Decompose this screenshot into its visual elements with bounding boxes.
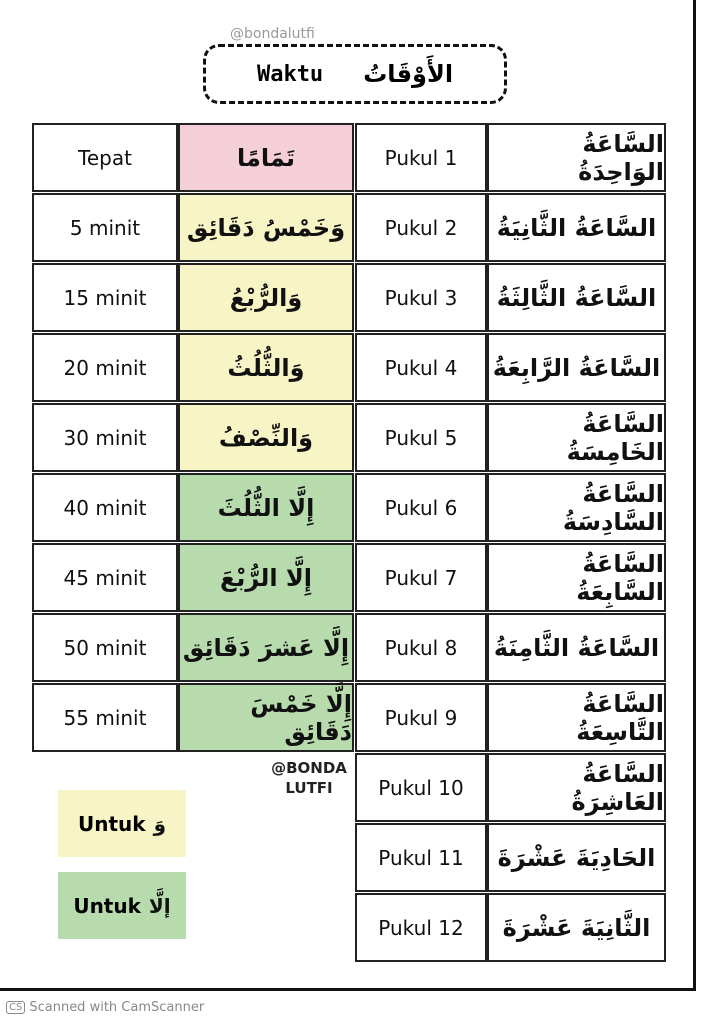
hour-label-cell xyxy=(355,473,487,542)
minute-label-cell-text: 20 minit xyxy=(63,355,147,380)
hour-label-cell xyxy=(355,123,487,192)
minute-arabic-cell-text: إِلَّا عَشرَ دَقَائِق xyxy=(182,633,350,662)
legend-label: Untuk xyxy=(77,811,146,836)
hour-arabic-cell-text: السَّاعَةُ الثَّالِثَةُ xyxy=(496,283,657,312)
hour-arabic-cell-text: الثَّانِيَةَ عَشْرَةَ xyxy=(502,913,651,942)
hour-label-cell-text: Pukul 5 xyxy=(384,425,458,450)
hour-arabic-cell xyxy=(487,753,666,822)
hour-arabic-cell xyxy=(487,893,666,962)
bonda-lutfi-logo xyxy=(270,758,348,806)
hour-arabic-cell xyxy=(487,193,666,262)
hour-arabic-cell xyxy=(487,473,666,542)
hour-arabic-cell xyxy=(487,123,666,192)
minute-arabic-cell xyxy=(178,683,354,752)
hour-arabic-cell-text: السَّاعَةُ التَّاسِعَةُ xyxy=(576,689,664,746)
hour-label-cell-text: Pukul 1 xyxy=(384,145,458,170)
hour-arabic-cell-text: السَّاعَةُ السَّادِسَةُ xyxy=(562,479,664,536)
minute-label-cell xyxy=(32,473,178,542)
hour-label-cell xyxy=(355,613,487,682)
minute-label-cell xyxy=(32,123,178,192)
minute-arabic-cell-text: وَالثُّلُثُ xyxy=(227,353,305,382)
hour-label-cell xyxy=(355,753,487,822)
minute-label-cell xyxy=(32,333,178,402)
hour-label-cell xyxy=(355,403,487,472)
minute-label-cell xyxy=(32,263,178,332)
legend-illa xyxy=(58,872,186,939)
minute-label-cell-text: 15 minit xyxy=(63,285,147,310)
minute-arabic-cell-text: وَخَمْسُ دَقَائِق xyxy=(186,213,346,242)
minute-label-cell xyxy=(32,193,178,262)
hour-arabic-cell xyxy=(487,543,666,612)
hour-arabic-cell xyxy=(487,263,666,332)
camscanner-footer xyxy=(6,1000,204,1015)
minute-arabic-cell xyxy=(178,193,354,262)
hour-label-cell-text: Pukul 12 xyxy=(378,915,464,940)
legend-arabic: إلَّا xyxy=(148,893,171,918)
minute-arabic-cell-text: وَالنِّصْفُ xyxy=(218,423,314,452)
hour-arabic-cell xyxy=(487,613,666,682)
hour-arabic-cell-text: السَّاعَةُ الخَامِسَةُ xyxy=(566,409,664,466)
footer-text: Scanned with CamScanner xyxy=(29,1000,205,1015)
hour-arabic-cell xyxy=(487,403,666,472)
hour-arabic-cell-text: السَّاعَةُ الوَاحِدَةُ xyxy=(578,129,664,186)
hour-arabic-cell xyxy=(487,683,666,752)
hour-label-cell xyxy=(355,543,487,612)
minute-arabic-cell-text: إِلَّا الرُّبْعَ xyxy=(219,563,313,592)
minute-label-cell-text: 5 minit xyxy=(69,215,141,240)
minute-arabic-cell-text: إِلَّا خَمْسَ دَقَائِق xyxy=(250,689,352,746)
minute-arabic-cell-text: تَمَامًا xyxy=(237,143,295,172)
hour-arabic-cell xyxy=(487,823,666,892)
hour-arabic-cell-text: الحَادِيَةَ عَشْرَةَ xyxy=(497,843,656,872)
minute-label-cell xyxy=(32,683,178,752)
hour-label-cell-text: Pukul 2 xyxy=(384,215,458,240)
hour-label-cell-text: Pukul 4 xyxy=(384,355,458,380)
hour-arabic-cell-text: السَّاعَةُ الرَّابِعَةُ xyxy=(492,353,661,382)
minute-label-cell-text: 45 minit xyxy=(63,565,147,590)
title-arabic: الأَوْقَاتُ xyxy=(363,60,454,88)
minute-arabic-cell xyxy=(178,613,354,682)
hour-label-cell xyxy=(355,263,487,332)
minute-label-cell xyxy=(32,613,178,682)
hour-label-cell xyxy=(355,893,487,962)
legend-label: Untuk xyxy=(73,893,141,918)
hour-label-cell xyxy=(355,823,487,892)
minute-arabic-cell xyxy=(178,333,354,402)
hour-arabic-cell-text: السَّاعَةُ العَاشِرَةُ xyxy=(571,759,664,816)
hour-label-cell-text: Pukul 11 xyxy=(378,845,464,870)
minute-label-cell-text: Tepat xyxy=(78,145,132,170)
hour-label-cell-text: Pukul 9 xyxy=(384,705,458,730)
hour-label-cell xyxy=(355,193,487,262)
minute-label-cell xyxy=(32,543,178,612)
minute-label-cell-text: 40 minit xyxy=(63,495,147,520)
logo-line1: @BONDA xyxy=(271,759,347,777)
hour-label-cell xyxy=(355,683,487,752)
legend-arabic: وَ xyxy=(153,811,166,836)
minute-arabic-cell-text: إِلَّا الثُّلُثَ xyxy=(217,493,315,522)
minute-label-cell-text: 50 minit xyxy=(63,635,147,660)
title-latin: Waktu xyxy=(256,61,324,87)
hour-arabic-cell xyxy=(487,333,666,402)
legend-wa xyxy=(58,790,186,857)
minute-arabic-cell xyxy=(178,403,354,472)
minute-arabic-cell xyxy=(178,123,354,192)
minute-label-cell xyxy=(32,403,178,472)
hour-label-cell xyxy=(355,333,487,402)
title-box xyxy=(203,44,507,104)
author-handle: @bondalutfi xyxy=(230,26,315,42)
minute-label-cell-text: 30 minit xyxy=(63,425,147,450)
hour-label-cell-text: Pukul 3 xyxy=(384,285,458,310)
hour-label-cell-text: Pukul 10 xyxy=(378,775,464,800)
hour-arabic-cell-text: السَّاعَةُ الثَّامِنَةُ xyxy=(493,633,660,662)
hour-label-cell-text: Pukul 7 xyxy=(384,565,458,590)
hour-arabic-cell-text: السَّاعَةُ السَّابِعَةُ xyxy=(576,549,664,606)
hour-arabic-cell-text: السَّاعَةُ الثَّانِيَةُ xyxy=(496,213,657,242)
minute-arabic-cell xyxy=(178,263,354,332)
minute-arabic-cell xyxy=(178,473,354,542)
hour-label-cell-text: Pukul 6 xyxy=(384,495,458,520)
camscanner-icon: CS xyxy=(6,1001,25,1014)
logo-line2: LUTFI xyxy=(285,779,333,797)
minute-arabic-cell-text: وَالرُّبْعُ xyxy=(229,283,303,312)
minute-label-cell-text: 55 minit xyxy=(63,705,147,730)
hour-label-cell-text: Pukul 8 xyxy=(384,635,458,660)
minute-arabic-cell xyxy=(178,543,354,612)
